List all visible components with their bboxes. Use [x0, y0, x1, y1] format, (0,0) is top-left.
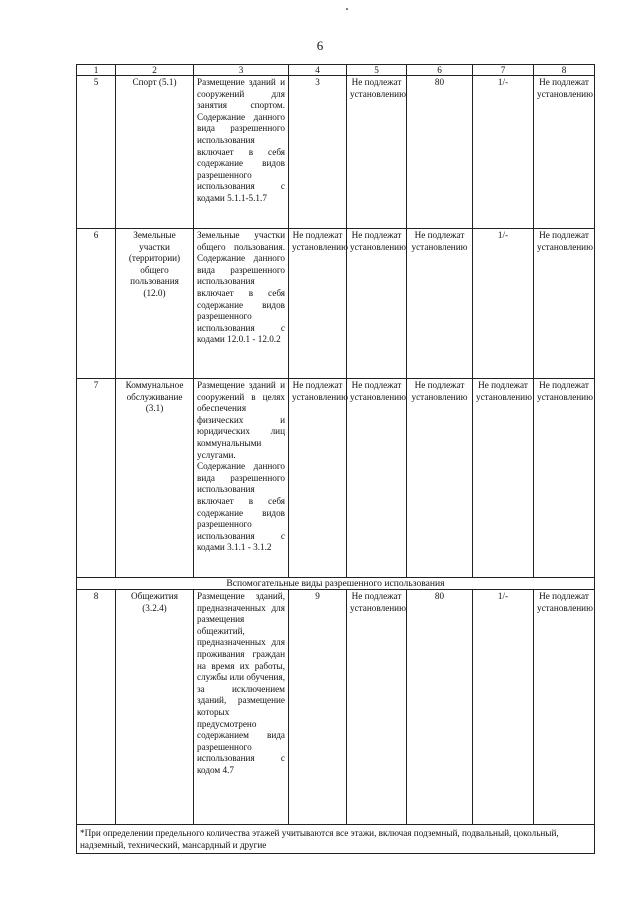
cell-col8: Не подлежат установлению [534, 590, 595, 825]
cell-col4: Не подлежат установлению [289, 379, 347, 578]
cell-col7: 1/- [473, 590, 534, 825]
cell-col8: Не подлежат установлению [534, 379, 595, 578]
cell-col4: Не подлежат установлению [289, 229, 347, 379]
col-header: 8 [534, 65, 595, 76]
row-number: 8 [77, 590, 116, 825]
use-type-name: Общежития (3.2.4) [116, 590, 194, 825]
cell-col4: 3 [289, 76, 347, 229]
cell-col7: 1/- [473, 76, 534, 229]
table-row [77, 590, 595, 825]
col-header: 7 [473, 65, 534, 76]
cell-col7: 1/- [473, 229, 534, 379]
use-type-description: Размещение зданий и сооружений в целях обеспечения физических и юридических лиц коммунальными услугами. Содержание данного вида разрешенного использования включает в себя содержание видов разрешенного использования с кодами 3.1.1 - 3.1.2 [194, 379, 289, 578]
table-row [77, 379, 595, 578]
table-row [77, 229, 595, 379]
use-type-name: Коммунальное обслуживание (3.1) [116, 379, 194, 578]
cell-col5: Не подлежат установлению [347, 379, 407, 578]
scan-speck [346, 8, 348, 10]
table-row [77, 76, 595, 229]
footnote-row [77, 825, 595, 854]
col-header: 5 [347, 65, 407, 76]
cell-col8: Не подлежат установлению [534, 229, 595, 379]
cell-col5: Не подлежат установлению [347, 76, 407, 229]
cell-col6: 80 [407, 76, 473, 229]
row-number: 5 [77, 76, 116, 229]
col-header: 4 [289, 65, 347, 76]
cell-col7: Не подлежат установлению [473, 379, 534, 578]
cell-col6: 80 [407, 590, 473, 825]
use-type-description: Размещение зданий, предназначенных для размещения общежитий, предназначенных для проживания граждан на время их работы, службы или обучения, за исключением зданий, размещение которых предусмотрено содержанием вида разрешенного использования с кодом 4.7 [194, 590, 289, 825]
col-header: 2 [116, 65, 194, 76]
cell-col5: Не подлежат установлению [347, 229, 407, 379]
footnote: *При определении предельного количества этажей учитываются все этажи, включая подземный, подвальный, цокольный, надземный, технический, мансардный и другие [77, 825, 595, 854]
cell-col6: Не подлежат установлению [407, 229, 473, 379]
col-header: 3 [194, 65, 289, 76]
col-header: 6 [407, 65, 473, 76]
use-type-name: Спорт (5.1) [116, 76, 194, 229]
column-number-row [77, 65, 595, 76]
section-title: Вспомогательные виды разрешенного использования [77, 578, 595, 590]
page-number: 6 [316, 38, 324, 53]
col-header: 1 [77, 65, 116, 76]
section-header-row [77, 578, 595, 590]
row-number: 6 [77, 229, 116, 379]
cell-col6: Не подлежат установлению [407, 379, 473, 578]
row-number: 7 [77, 379, 116, 578]
cell-col4: 9 [289, 590, 347, 825]
use-type-description: Земельные участки общего пользования. Содержание данного вида разрешенного использования включает в себя содержание видов разрешенного использования с кодами 12.0.1 - 12.0.2 [194, 229, 289, 379]
use-type-name: Земельные участки (территории) общего пользования (12.0) [116, 229, 194, 379]
cell-col5: Не подлежат установлению [347, 590, 407, 825]
use-type-description: Размещение зданий и сооружений для занятия спортом. Содержание данного вида разрешенного использования включает в себя содержание видов разрешенного использования с кодами 5.1.1-5.1.7 [194, 76, 289, 229]
zoning-table [76, 64, 595, 854]
cell-col8: Не подлежат установлению [534, 76, 595, 229]
